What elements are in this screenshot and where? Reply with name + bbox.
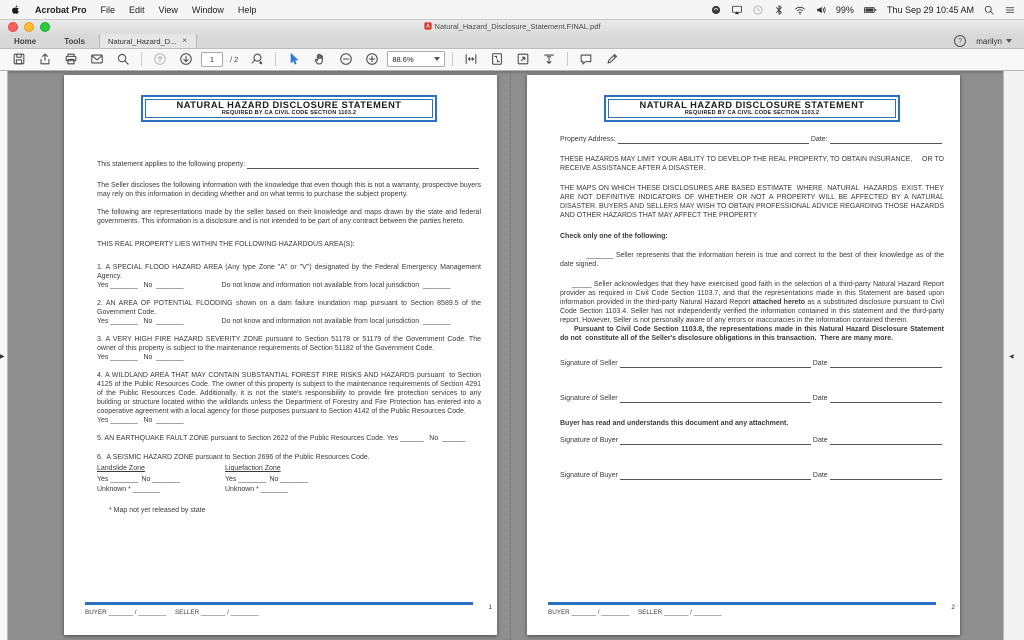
- liquefaction-yes-no[interactable]: Yes _______ No _______: [225, 475, 308, 483]
- buyer-date-blank-1[interactable]: [830, 437, 942, 445]
- buyer-seller-initials-line[interactable]: BUYER _______ / ________ SELLER _______ / ________: [548, 609, 722, 616]
- arrow-up-circle-icon: [153, 52, 167, 66]
- tab-home[interactable]: Home: [14, 36, 37, 46]
- fit-width-icon: [464, 52, 478, 66]
- save-icon: [12, 52, 26, 66]
- buyer-signature-row-1: [560, 436, 944, 445]
- share-button[interactable]: [34, 50, 56, 68]
- attached-hereto-text: attached hereto: [752, 299, 806, 306]
- envelope-icon: [90, 52, 104, 66]
- item-2-text: 2. AN AREA OF POTENTIAL FLOODING shown on a dam failure inundation map pursuant to Section 8589.5 of the Government Code.: [97, 300, 481, 316]
- marquee-zoom-button[interactable]: [246, 50, 268, 68]
- item-3-text: 3. A VERY HIGH FIRE HAZARD SEVERITY ZONE pursuant to Section 51178 or 51179 of the Government Code. The owner of this property is subject to the maintenance requirements of Section 51182 of the Government Code.: [97, 336, 481, 352]
- form-title-box: [604, 95, 900, 122]
- signature-of-seller-label: Signature of Seller: [560, 395, 618, 402]
- pdf-page-2: [527, 75, 960, 635]
- battery-percentage: 99%: [835, 4, 854, 15]
- toolbar-divider: [567, 52, 568, 66]
- close-tab-icon[interactable]: ×: [182, 36, 188, 45]
- window-controls: [0, 22, 50, 32]
- property-line: [97, 160, 481, 169]
- search-icon: [983, 4, 995, 16]
- document-tab-label: Natural_Hazard_D...: [107, 36, 177, 46]
- list-icon: [1004, 4, 1016, 16]
- buyer-signature-blank-1[interactable]: [620, 437, 811, 445]
- fit-page-button[interactable]: [486, 50, 508, 68]
- apple-icon: [10, 4, 21, 16]
- applies-label: This statement applies to the following property:: [97, 161, 246, 168]
- zoom-out-button[interactable]: [335, 50, 357, 68]
- landslide-yes-no[interactable]: Yes _______ No _______: [97, 475, 180, 483]
- airplay-icon: [731, 4, 743, 16]
- help-icon[interactable]: ?: [954, 35, 966, 47]
- document-view-area: [0, 70, 1024, 640]
- comment-bubble-icon: [579, 52, 593, 66]
- page-number: 2: [951, 604, 955, 611]
- property-address-line: [560, 135, 944, 144]
- record-icon: [710, 4, 722, 16]
- document-toolbar: [0, 48, 1024, 71]
- paragraph-hazards-limit: THESE HAZARDS MAY LIMIT YOUR ABILITY TO DEVELOP THE REAL PROPERTY, TO OBTAIN INSURANCE, OR TO RECEIVE ASSISTANCE AFTER A DISASTER.: [560, 156, 944, 172]
- buyer-acknowledgment: Buyer has read and understands this document and any attachment.: [560, 420, 789, 427]
- date-label: Date: [812, 472, 828, 479]
- property-address-label: Property Address:: [560, 136, 616, 143]
- form-title: NATURAL HAZARD DISCLOSURE STATEMENT: [639, 100, 865, 110]
- minus-circle-icon: [339, 52, 353, 66]
- date-label: Date: [812, 437, 828, 444]
- zoom-in-button[interactable]: [361, 50, 383, 68]
- hand-icon: [313, 52, 327, 66]
- full-screen-button[interactable]: [512, 50, 534, 68]
- paragraph-seller-discloses: The Seller discloses the following information with the knowledge that even though this is not a warranty, prospective buyers may rely on this information in deciding whether and on what terms to purchase the subject property.: [97, 182, 481, 198]
- page-total-label: / 2: [230, 54, 239, 64]
- seller-signature-row-2: [560, 394, 944, 403]
- fill-sign-button[interactable]: [601, 50, 623, 68]
- select-tool-button[interactable]: [283, 50, 305, 68]
- close-window-button[interactable]: [8, 22, 18, 32]
- user-name: marilyn: [976, 36, 1002, 46]
- window-title-text: Natural_Hazard_Disclosure_Statement.FINAL.pdf: [434, 22, 601, 31]
- seller-acknowledges-option[interactable]: [560, 280, 944, 325]
- signature-of-buyer-label: Signature of Buyer: [560, 437, 618, 444]
- item-3-yes-no[interactable]: Yes _______ No _______: [97, 354, 184, 361]
- app-tab-bar: [0, 34, 1024, 49]
- liquefaction-unknown[interactable]: Unknown * _______: [225, 486, 289, 493]
- pencil-icon: [605, 52, 619, 66]
- page-2-footer: [548, 602, 955, 617]
- next-page-button[interactable]: [175, 50, 197, 68]
- acknowledge-text-pre: _____ Seller acknowledges that they have exercised good faith in the selection of a third-party Natural Hazard Report provider as required in Civil Code Section 1103.7, and that the representations made in this Statement are based upon information provided in the third-party Natural Hazard Report: [560, 281, 944, 306]
- macos-menu-bar: [0, 0, 1024, 20]
- seller-signature-row-1: [560, 359, 944, 368]
- time-machine-menu-item[interactable]: [752, 4, 764, 16]
- scroll-mode-button[interactable]: [538, 50, 560, 68]
- window-title-bar: [0, 19, 1024, 34]
- zoom-window-button[interactable]: [40, 22, 50, 32]
- tab-tools[interactable]: Tools: [64, 36, 85, 46]
- pursuant-paragraph: Pursuant to Civil Code Section 1103.8, the representations made in this Natural Hazard Disclosure Statement do not constitute all of the Seller's disclosure obligations in this transaction. There are many more.: [560, 326, 944, 342]
- search-icon: [116, 52, 130, 66]
- date-label: Date:: [810, 136, 828, 143]
- footer-bar: [548, 602, 936, 605]
- plus-circle-icon: [365, 52, 379, 66]
- pdf-page-1: [64, 75, 497, 635]
- airplay-menu-item[interactable]: [731, 4, 743, 16]
- seller-signature-blank-1[interactable]: [620, 360, 811, 368]
- expand-tools-pane-icon[interactable]: ◀: [1009, 354, 1014, 360]
- acknowledge-text-post: as a substituted disclosure pursuant to Civil Code Section 1103.4. Seller has not independently verified the information contained in this statement and the third-party report. However, Seller is not personally aware of any errors or inaccuracies in the information contained therein.: [560, 299, 945, 324]
- menu-help[interactable]: Help: [237, 4, 257, 15]
- pointer-icon: [287, 52, 301, 66]
- check-one-heading: Check only one of the following:: [560, 233, 668, 240]
- notification-center-menu-item[interactable]: [1004, 4, 1016, 16]
- landslide-zone-column: [97, 464, 225, 496]
- toolbar-divider: [452, 52, 453, 66]
- fit-width-button[interactable]: [460, 50, 482, 68]
- chevron-down-icon: [434, 57, 440, 61]
- item-2-do-not-know[interactable]: Do not know and information not available from local jurisdiction _______: [221, 318, 451, 325]
- wifi-icon: [794, 4, 806, 16]
- share-icon: [38, 52, 52, 66]
- seller-date-blank-2[interactable]: [830, 395, 942, 403]
- menu-window[interactable]: Window: [191, 4, 224, 15]
- navigation-pane-strip[interactable]: [0, 70, 8, 640]
- page-1-footer: [85, 602, 492, 617]
- item-5-text: 5. AN EARTHQUAKE FAULT ZONE pursuant to Section 2622 of the Public Resources Code. Yes ______ No ______: [97, 435, 466, 442]
- page-separator: [510, 70, 511, 640]
- menu-edit[interactable]: Edit: [129, 4, 145, 15]
- signature-of-buyer-label: Signature of Buyer: [560, 472, 618, 479]
- volume-icon: [815, 4, 827, 16]
- save-button[interactable]: [8, 50, 30, 68]
- user-account-menu[interactable]: [976, 37, 1012, 46]
- item-1-answers[interactable]: [97, 281, 481, 290]
- footer-bar: [85, 602, 473, 605]
- liquefaction-zone-label: Liquefaction Zone: [225, 465, 281, 472]
- minimize-window-button[interactable]: [24, 22, 34, 32]
- item-4-text: 4. A WILDLAND AREA THAT MAY CONTAIN SUBSTANTIAL FOREST FIRE RISKS AND HAZARDS pursuant to Section 4125 of the Public Resources Code. The owner of this property is subject to the maintenance requirements of Section 4291 of the Public Resources Code. Additionally, it is not the state's responsibility to provide fire protection services to any building or structure located within the wildlands unless the Department of Forestry and Fire Protection has entered into a cooperative agreement with a local agency for those purposes pursuant to Section 4142 of the Public Resources Code.: [97, 372, 481, 415]
- scroll-mode-icon: [542, 52, 556, 66]
- print-icon: [64, 52, 78, 66]
- seller-date-blank-1[interactable]: [830, 360, 942, 368]
- tab-document[interactable]: [99, 34, 197, 48]
- form-title-box: [141, 95, 437, 122]
- battery-menu-item[interactable]: [863, 4, 878, 16]
- toolbar-divider: [141, 52, 142, 66]
- fit-page-icon: [490, 52, 504, 66]
- date-label: Date: [812, 395, 828, 402]
- clock-icon: [752, 4, 764, 16]
- buyer-signature-row-2: [560, 471, 944, 480]
- item-2-answers[interactable]: [97, 317, 481, 326]
- menu-view[interactable]: View: [158, 4, 178, 15]
- tools-pane-strip[interactable]: [1003, 70, 1024, 640]
- previous-page-button[interactable]: [149, 50, 171, 68]
- item-6-text: 6. A SEISMIC HAZARD ZONE pursuant to Section 2696 of the Public Resources Code.: [97, 454, 370, 461]
- window-title: [0, 22, 1024, 32]
- buyer-signature-blank-2[interactable]: [620, 472, 811, 480]
- comment-button[interactable]: [575, 50, 597, 68]
- item-2-yes-no[interactable]: Yes _______ No _______: [97, 318, 184, 325]
- form-subtitle: REQUIRED BY CA CIVIL CODE SECTION 1103.2: [684, 110, 820, 116]
- seller-represents-option[interactable]: _______ Seller represents that the information herein is true and correct to the best of their knowledge as of the date signed.: [560, 252, 944, 268]
- toolbar-divider: [275, 52, 276, 66]
- buyer-date-blank-2[interactable]: [830, 472, 942, 480]
- expand-nav-pane-icon[interactable]: ▶: [0, 354, 5, 360]
- hand-tool-button[interactable]: [309, 50, 331, 68]
- date-label: Date: [812, 360, 828, 367]
- liquefaction-zone-column: [225, 464, 353, 496]
- bluetooth-menu-item[interactable]: [773, 4, 785, 16]
- volume-menu-item[interactable]: [815, 4, 827, 16]
- zoom-level-select[interactable]: [387, 51, 445, 67]
- marquee-zoom-icon: [250, 52, 264, 66]
- page-number-input[interactable]: [201, 52, 223, 67]
- zoom-level-value: 88.6%: [392, 54, 414, 64]
- status-circular-icon[interactable]: [710, 4, 722, 16]
- paragraph-maps-estimate: THE MAPS ON WHICH THESE DISCLOSURES ARE BASED ESTIMATE WHERE NATURAL HAZARDS EXIST. THEY ARE NOT DEFINITIVE INDICATORS OF WHETHER OR NOT A PROPERTY WILL BE AFFECTED BY A NATURAL DISASTER. BUYERS AND SELLERS MAY WISH TO OBTAIN PROFESSIONAL ADVICE REGARDING THOSE HAZARDS AND OTHER HAZARDS THAT MAY AFFECT THE PROPERTY: [560, 185, 944, 219]
- pdf-file-icon: [424, 22, 432, 32]
- menu-file[interactable]: File: [100, 4, 116, 15]
- menubar-clock[interactable]: Thu Sep 29 10:45 AM: [886, 4, 974, 15]
- form-subtitle: REQUIRED BY CA CIVIL CODE SECTION 1103.2: [221, 110, 357, 116]
- item-1-text: 1. A SPECIAL FLOOD HAZARD AREA (Any type Zone "A" or "V") designated by the Federal Emergency Management Agency.: [97, 264, 481, 280]
- hazard-areas-heading: THIS REAL PROPERTY LIES WITHIN THE FOLLOWING HAZARDOUS AREA(S):: [97, 241, 355, 248]
- item-1-do-not-know[interactable]: Do not know and information not available from local jurisdiction _______: [221, 282, 451, 289]
- map-footnote: * Map not yet released by state: [109, 506, 206, 514]
- item-4-yes-no[interactable]: Yes _______ No _______: [97, 417, 184, 424]
- find-button[interactable]: [112, 50, 134, 68]
- item-4-answers[interactable]: [97, 416, 481, 425]
- page-number: 1: [488, 604, 492, 611]
- apple-menu-icon[interactable]: [10, 4, 21, 16]
- form-title: NATURAL HAZARD DISCLOSURE STATEMENT: [176, 100, 402, 110]
- item-1-yes-no[interactable]: Yes _______ No _______: [97, 282, 184, 289]
- fullscreen-icon: [516, 52, 530, 66]
- arrow-down-circle-icon: [179, 52, 193, 66]
- item-3-answers[interactable]: [97, 353, 481, 362]
- landslide-unknown[interactable]: Unknown * _______: [97, 486, 161, 493]
- paragraph-representations: The following are representations made by the seller based on their knowledge and maps drawn by the state and federal governments. This information is a disclosure and is not intended to be part of any contract between the parties hereto.: [97, 209, 481, 225]
- email-button[interactable]: [86, 50, 108, 68]
- buyer-seller-initials-line[interactable]: BUYER _______ / ________ SELLER _______ / ________: [85, 609, 259, 616]
- spotlight-menu-item[interactable]: [983, 4, 995, 16]
- property-blank[interactable]: [247, 161, 479, 169]
- seismic-zones: [97, 464, 481, 496]
- wifi-menu-item[interactable]: [794, 4, 806, 16]
- chevron-down-icon: [1006, 39, 1012, 43]
- seller-signature-blank-2[interactable]: [620, 395, 811, 403]
- landslide-zone-label: Landslide Zone: [97, 465, 145, 472]
- property-address-blank[interactable]: [618, 136, 809, 144]
- print-button[interactable]: [60, 50, 82, 68]
- bluetooth-icon: [773, 4, 785, 16]
- date-blank[interactable]: [830, 136, 942, 144]
- signature-of-seller-label: Signature of Seller: [560, 360, 618, 367]
- battery-icon: [863, 4, 878, 16]
- menubar-app-name[interactable]: Acrobat Pro: [35, 4, 87, 15]
